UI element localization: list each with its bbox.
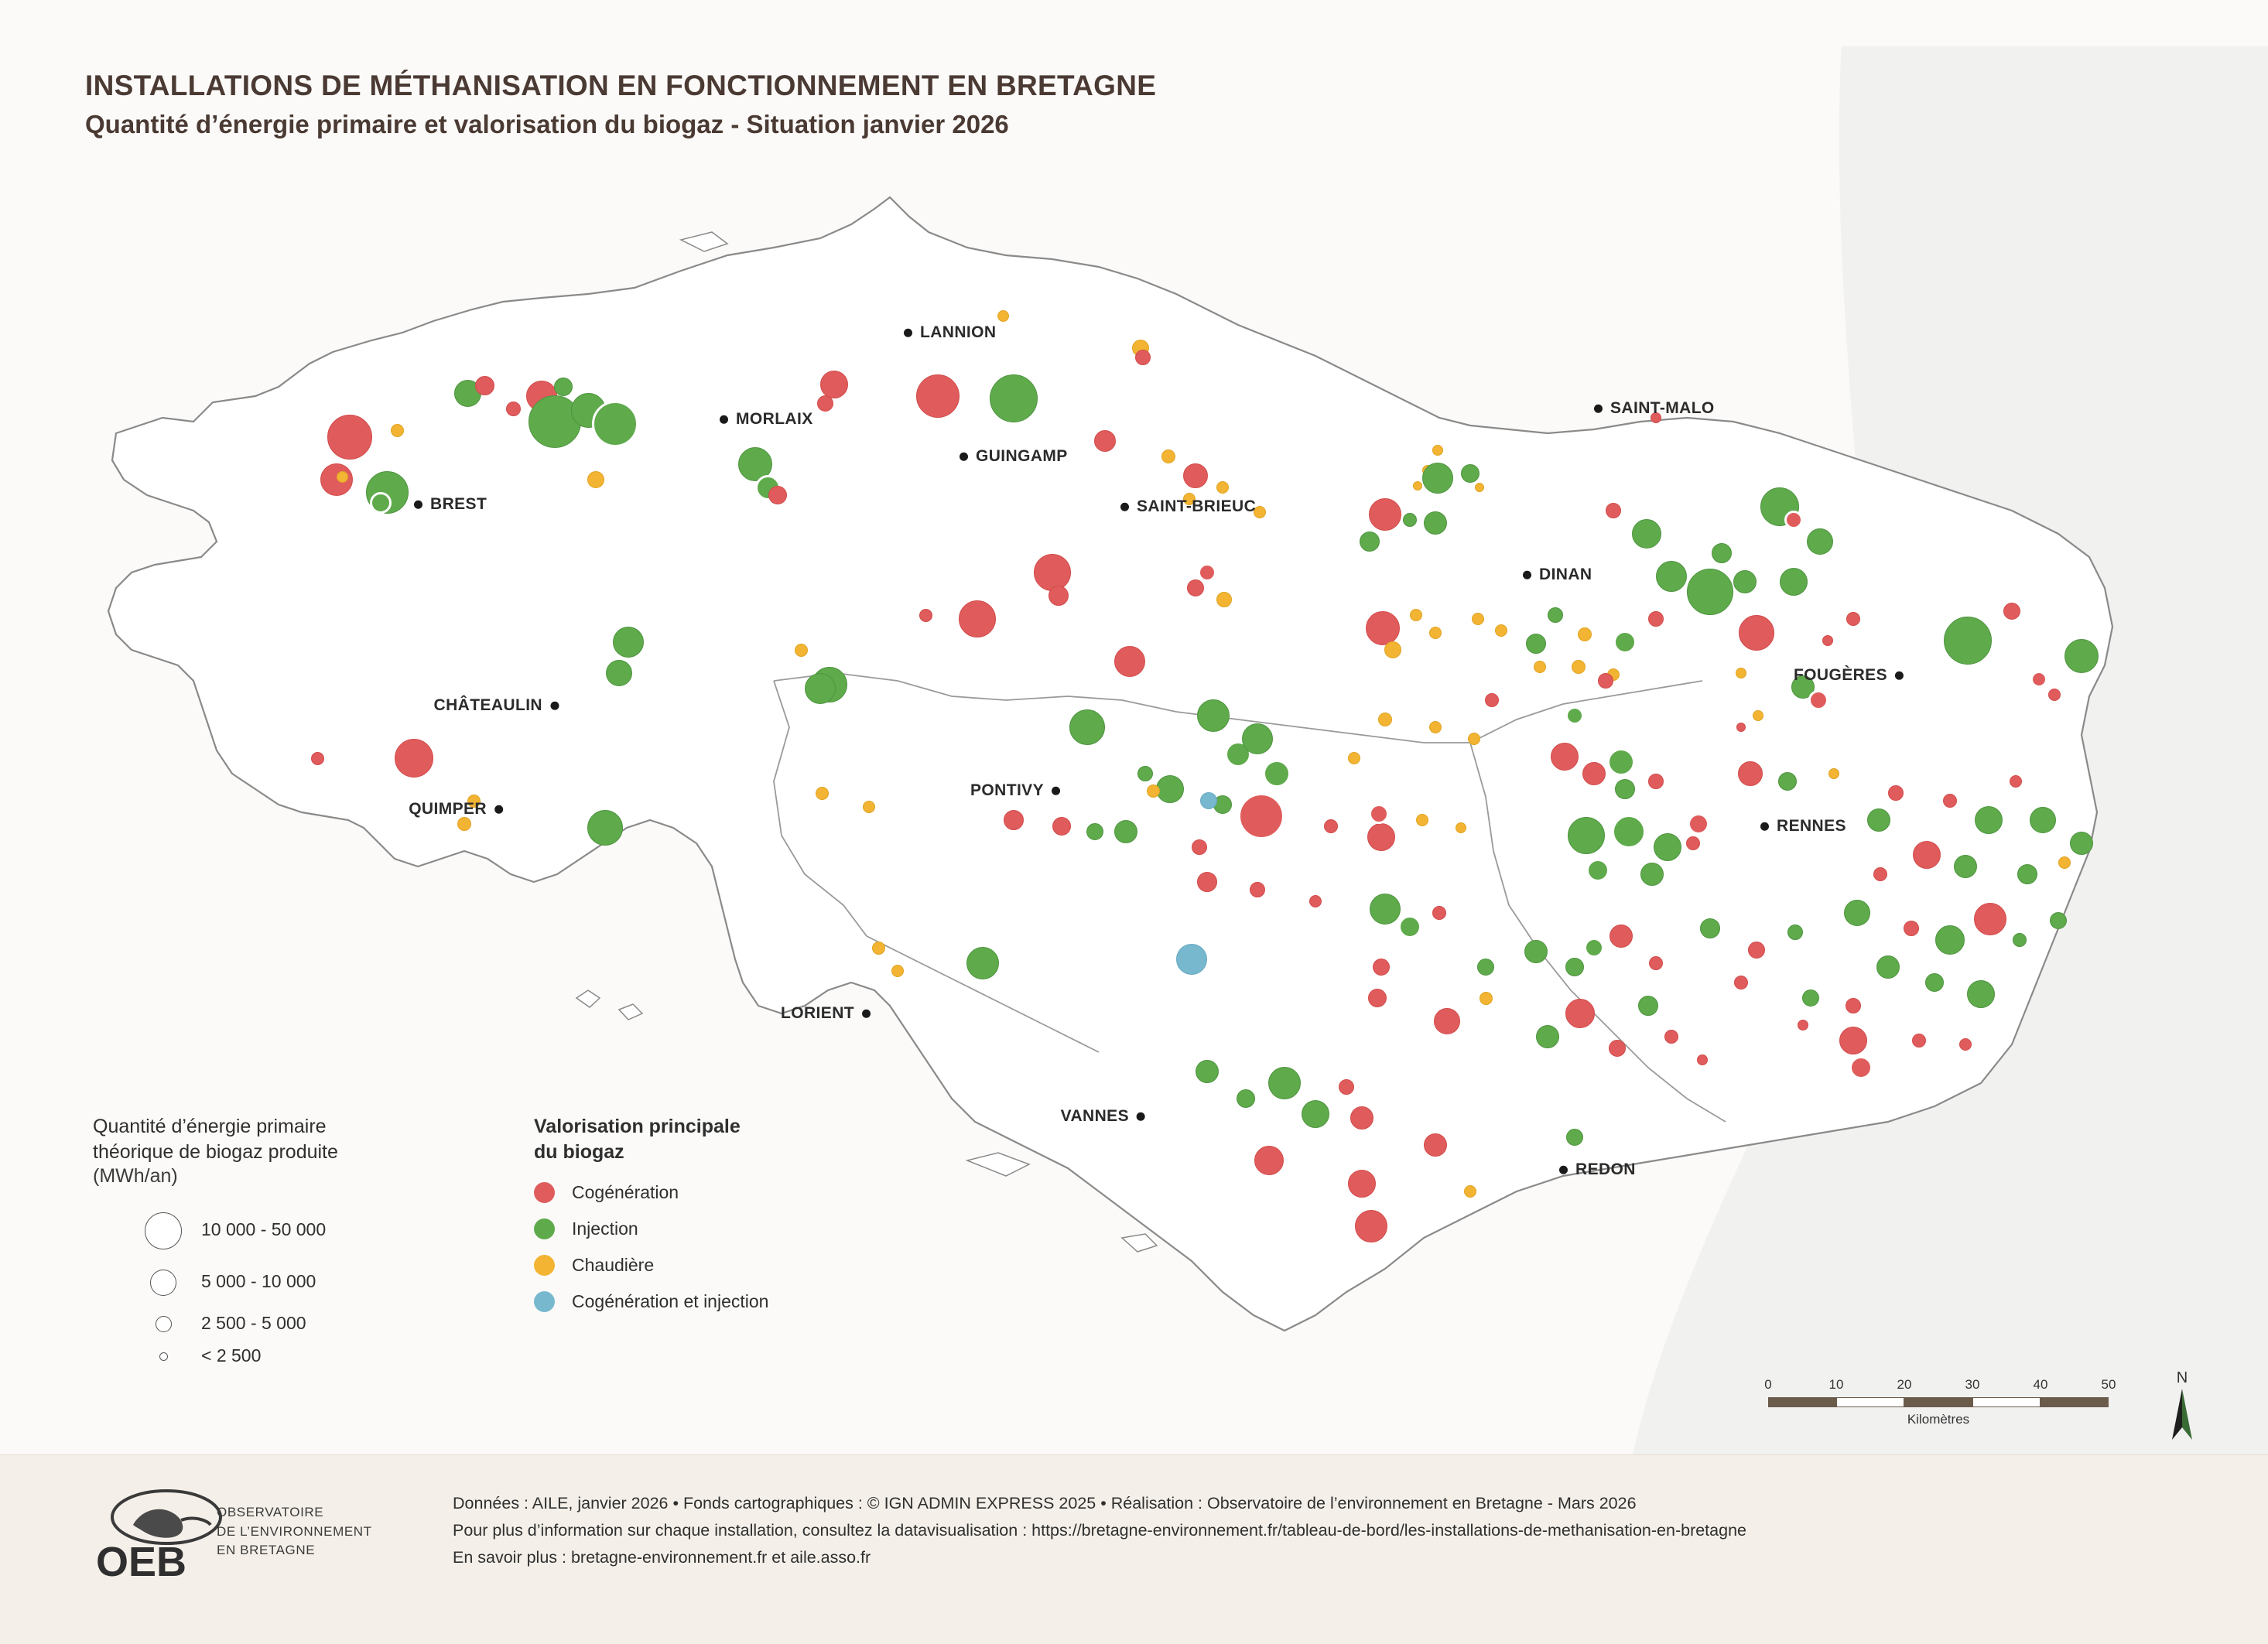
installation-marker[interactable] — [1237, 1089, 1255, 1108]
installation-marker[interactable] — [1348, 752, 1360, 764]
installation-marker[interactable] — [1649, 956, 1663, 970]
installation-marker[interactable] — [2070, 832, 2093, 855]
city-label — [781, 1004, 871, 1023]
city-dot-icon — [904, 329, 912, 337]
installation-marker[interactable] — [1944, 617, 1992, 665]
installation-marker[interactable] — [1339, 1079, 1354, 1095]
city-dot-icon — [862, 1010, 871, 1018]
installation-marker[interactable] — [1367, 823, 1395, 851]
installation-marker[interactable] — [1378, 713, 1392, 726]
installation-marker[interactable] — [1807, 528, 1833, 555]
installation-marker[interactable] — [795, 644, 808, 657]
city-dot-icon — [550, 702, 559, 710]
installation-marker[interactable] — [1034, 554, 1071, 591]
installation-marker[interactable] — [1370, 894, 1401, 925]
installation-marker[interactable] — [1309, 895, 1322, 907]
installation-marker[interactable] — [1413, 481, 1422, 490]
north-letter: N — [2176, 1369, 2188, 1386]
city-name: RENNES — [1777, 817, 1846, 836]
city-name: VANNES — [1060, 1107, 1129, 1126]
city-dot-icon — [720, 415, 728, 424]
city-dot-icon — [1120, 503, 1129, 511]
oeb-logo-subtitle — [217, 1503, 372, 1560]
installation-marker[interactable] — [1712, 543, 1732, 563]
installation-marker[interactable] — [587, 810, 623, 846]
installation-marker[interactable] — [891, 965, 904, 977]
installation-marker[interactable] — [1606, 503, 1621, 518]
legend-size — [93, 1114, 495, 1375]
city-name: QUIMPER — [409, 800, 487, 819]
legend-size-label: 2 500 - 5 000 — [201, 1312, 306, 1333]
installation-marker[interactable] — [1913, 841, 1941, 869]
installation-marker[interactable] — [1778, 772, 1797, 791]
legend-size-circle — [159, 1352, 168, 1361]
installation-marker[interactable] — [1876, 955, 1900, 979]
installation-marker[interactable] — [1366, 611, 1400, 645]
city-label — [414, 495, 487, 514]
installation-marker[interactable] — [1086, 823, 1103, 840]
installation-marker[interactable] — [1904, 921, 1919, 936]
installation-marker[interactable] — [1844, 900, 1870, 926]
legend-valo-title-line1: Valorisation principale — [534, 1116, 741, 1137]
installation-marker[interactable] — [2058, 856, 2071, 869]
installation-marker[interactable] — [1808, 690, 1828, 710]
installation-marker[interactable] — [1403, 513, 1417, 527]
city-dot-icon — [1594, 405, 1603, 413]
legend-valo-dot-icon — [534, 1291, 555, 1312]
oeb-sub-line3: EN BRETAGNE — [217, 1543, 316, 1558]
city-name: LANNION — [920, 323, 997, 342]
city-dot-icon — [1559, 1166, 1568, 1174]
installation-marker[interactable] — [1216, 481, 1229, 494]
installation-marker[interactable] — [1324, 819, 1338, 833]
installation-marker[interactable] — [990, 374, 1038, 422]
installation-marker[interactable] — [2013, 933, 2027, 947]
installation-marker[interactable] — [1586, 859, 1609, 882]
installation-marker[interactable] — [1739, 615, 1774, 651]
installation-marker[interactable] — [506, 402, 521, 416]
north-arrow — [2159, 1369, 2205, 1447]
installation-marker[interactable] — [1975, 806, 2003, 834]
installation-marker[interactable] — [959, 600, 996, 637]
installation-marker[interactable] — [1688, 813, 1709, 835]
city-label — [409, 800, 503, 819]
installation-marker[interactable] — [1925, 973, 1944, 992]
installation-marker[interactable] — [1697, 1054, 1708, 1065]
scale-tick: 50 — [2101, 1377, 2116, 1392]
legend-size-title-line1: Quantité d’énergie primaire — [93, 1116, 327, 1137]
installation-marker[interactable] — [1615, 779, 1635, 799]
installation-marker[interactable] — [1216, 592, 1232, 607]
installation-marker[interactable] — [1935, 925, 1965, 955]
city-dot-icon — [1523, 571, 1531, 579]
scale-tick: 40 — [2033, 1377, 2048, 1392]
city-label — [1061, 1107, 1145, 1126]
legend-size-circle — [150, 1270, 176, 1296]
installation-marker[interactable] — [1355, 1210, 1387, 1242]
installation-marker[interactable] — [1196, 1060, 1219, 1083]
legend-valorisation — [534, 1114, 967, 1312]
installation-marker[interactable] — [1954, 855, 1977, 878]
installation-marker[interactable] — [1967, 980, 1995, 1008]
installation-marker[interactable] — [1873, 867, 1887, 881]
installation-marker[interactable] — [1738, 761, 1763, 786]
installation-marker[interactable] — [1187, 579, 1204, 596]
installation-marker[interactable] — [1302, 1100, 1329, 1128]
installation-marker[interactable] — [1566, 1129, 1583, 1146]
installation-marker[interactable] — [1609, 1040, 1626, 1057]
scale-tick-labels — [1764, 1377, 2132, 1396]
installation-marker[interactable] — [1432, 906, 1446, 920]
installation-marker[interactable] — [1846, 612, 1860, 626]
installation-marker[interactable] — [1114, 820, 1137, 843]
installation-marker[interactable] — [1238, 793, 1285, 839]
legend-valo-item[interactable] — [534, 1218, 967, 1239]
city-name: REDON — [1575, 1160, 1636, 1179]
installation-marker[interactable] — [1254, 1146, 1284, 1175]
legend-valo-dot-icon — [534, 1182, 555, 1203]
installation-marker[interactable] — [327, 415, 372, 460]
installation-marker[interactable] — [457, 817, 471, 831]
installation-marker[interactable] — [1048, 586, 1069, 606]
installation-marker[interactable] — [1565, 999, 1595, 1028]
installation-marker[interactable] — [1943, 794, 1957, 808]
city-dot-icon — [1137, 1113, 1145, 1121]
installation-marker[interactable] — [1360, 531, 1380, 552]
installation-marker[interactable] — [1477, 959, 1494, 976]
installation-marker[interactable] — [1464, 1185, 1476, 1198]
installation-marker[interactable] — [1429, 627, 1442, 639]
legend-valo-label: Cogénération et injection — [572, 1291, 769, 1311]
city-name: BREST — [430, 495, 487, 514]
installation-marker[interactable] — [863, 801, 875, 813]
legend-size-circle — [145, 1212, 182, 1249]
installation-marker[interactable] — [1584, 938, 1604, 958]
city-label — [960, 447, 1068, 466]
installation-marker[interactable] — [1069, 709, 1105, 745]
installation-marker[interactable] — [1461, 464, 1480, 483]
installation-marker[interactable] — [1526, 634, 1546, 654]
installation-marker[interactable] — [613, 627, 644, 658]
installation-marker[interactable] — [1197, 699, 1230, 732]
installation-marker[interactable] — [1548, 607, 1563, 623]
installation-marker[interactable] — [1802, 989, 1819, 1007]
installation-marker[interactable] — [1429, 721, 1442, 733]
installation-marker[interactable] — [337, 471, 348, 483]
installation-marker[interactable] — [391, 424, 404, 437]
legend-size-label: 10 000 - 50 000 — [201, 1219, 327, 1239]
city-dot-icon — [1760, 822, 1769, 831]
legend-size-label: < 2 500 — [201, 1345, 262, 1365]
installation-marker[interactable] — [1736, 723, 1746, 732]
city-name: FOUGÈRES — [1793, 666, 1887, 685]
installation-marker[interactable] — [1798, 1020, 1808, 1030]
installation-marker[interactable] — [1369, 498, 1401, 531]
installation-marker[interactable] — [1373, 959, 1390, 976]
installation-marker[interactable] — [1736, 668, 1746, 678]
scale-bar — [1764, 1377, 2132, 1427]
installation-marker[interactable] — [1748, 942, 1765, 959]
legend-valo-dot-icon — [534, 1255, 555, 1276]
installation-marker[interactable] — [1192, 839, 1207, 855]
city-label — [1120, 497, 1256, 516]
city-name: GUINGAMP — [976, 447, 1068, 466]
city-name: MORLAIX — [736, 410, 813, 429]
installation-marker[interactable] — [587, 471, 604, 488]
installation-marker[interactable] — [966, 947, 999, 979]
city-label — [1760, 817, 1846, 836]
installation-marker[interactable] — [1700, 918, 1720, 938]
city-name: LORIENT — [781, 1004, 854, 1023]
installation-marker[interactable] — [1094, 430, 1116, 452]
installation-marker[interactable] — [1846, 998, 1861, 1013]
city-dot-icon — [1895, 672, 1904, 680]
footer-credits — [453, 1490, 2194, 1571]
installation-marker[interactable] — [1828, 768, 1839, 779]
installation-marker[interactable] — [1434, 1008, 1460, 1034]
installation-marker[interactable] — [1398, 915, 1421, 938]
installation-marker[interactable] — [1638, 996, 1658, 1016]
legend-size-label: 5 000 - 10 000 — [201, 1271, 316, 1291]
installation-marker[interactable] — [2010, 775, 2022, 788]
installation-marker[interactable] — [1137, 766, 1153, 781]
installation-marker[interactable] — [1888, 785, 1904, 801]
installation-marker[interactable] — [370, 492, 392, 514]
footer-line-3[interactable]: En savoir plus : bretagne-environnement.fr et aile.asso.fr — [453, 1547, 871, 1567]
legend-valo-item[interactable] — [534, 1182, 967, 1203]
city-name: SAINT-MALO — [1610, 399, 1715, 418]
installation-marker[interactable] — [1495, 624, 1507, 637]
installation-marker[interactable] — [1572, 660, 1586, 674]
scale-segment — [1836, 1397, 1904, 1407]
city-label — [1594, 399, 1715, 418]
installation-marker[interactable] — [1348, 1170, 1376, 1198]
installation-marker[interactable] — [1114, 646, 1145, 677]
installation-marker[interactable] — [1368, 989, 1387, 1007]
installation-marker[interactable] — [805, 673, 836, 704]
installation-marker[interactable] — [1974, 903, 2006, 935]
city-label — [1523, 566, 1592, 584]
installation-marker[interactable] — [1422, 463, 1453, 494]
city-label — [970, 781, 1060, 800]
installation-marker[interactable] — [395, 739, 433, 778]
city-label — [720, 410, 813, 429]
installation-marker[interactable] — [1648, 774, 1664, 789]
installation-marker[interactable] — [1263, 760, 1291, 788]
city-name: SAINT-BRIEUC — [1137, 497, 1257, 516]
installation-marker[interactable] — [1607, 748, 1635, 776]
city-label — [1559, 1160, 1636, 1179]
scale-tick: 20 — [1897, 1377, 1912, 1392]
installation-marker[interactable] — [1472, 613, 1484, 625]
installation-marker[interactable] — [1424, 1133, 1447, 1157]
installation-marker[interactable] — [311, 752, 324, 765]
installation-marker[interactable] — [1598, 673, 1613, 689]
installation-marker[interactable] — [1565, 706, 1584, 725]
scale-segment — [1904, 1397, 1972, 1407]
installation-marker[interactable] — [872, 942, 885, 955]
installation-marker[interactable] — [1648, 611, 1664, 627]
installation-marker[interactable] — [1156, 775, 1184, 803]
installation-marker[interactable] — [1524, 940, 1548, 963]
installation-marker[interactable] — [1784, 511, 1803, 529]
installation-marker[interactable] — [554, 378, 573, 396]
installation-marker[interactable] — [1912, 1034, 1926, 1048]
installation-marker[interactable] — [1822, 635, 1833, 646]
north-arrow-icon — [2167, 1387, 2198, 1443]
city-name: DINAN — [1539, 566, 1592, 584]
scale-segment — [1972, 1397, 2041, 1407]
installation-marker[interactable] — [2017, 864, 2037, 884]
installation-marker[interactable] — [1147, 784, 1160, 798]
legend-valo-item[interactable] — [534, 1255, 967, 1276]
installation-marker[interactable] — [2064, 639, 2099, 673]
installation-marker[interactable] — [1468, 733, 1480, 745]
installation-marker[interactable] — [1534, 661, 1546, 673]
installation-marker[interactable] — [1959, 1038, 1972, 1051]
installation-marker[interactable] — [2030, 807, 2056, 833]
installation-marker[interactable] — [1410, 609, 1422, 621]
installation-marker[interactable] — [1432, 445, 1443, 456]
installation-marker[interactable] — [1536, 1025, 1559, 1048]
installation-marker[interactable] — [2030, 671, 2047, 688]
installation-marker[interactable] — [1416, 814, 1428, 826]
installation-marker[interactable] — [1753, 710, 1763, 721]
installation-marker[interactable] — [1849, 1056, 1873, 1079]
legend-size-unit: (MWh/an) — [93, 1165, 178, 1187]
city-dot-icon — [1052, 787, 1060, 795]
city-label — [1794, 666, 1904, 685]
installation-marker[interactable] — [1733, 570, 1757, 593]
installation-marker[interactable] — [1004, 810, 1024, 830]
installation-marker[interactable] — [1198, 563, 1216, 582]
installation-marker[interactable] — [768, 486, 787, 504]
footer-line-2[interactable]: Pour plus d’information sur chaque installation, consultez la datavisualisation : https://bretagne-environnement.fr/tableau-de-bord/les-installations-de-methanisation-en-bretagne — [453, 1520, 1746, 1540]
installation-marker[interactable] — [2050, 912, 2067, 929]
installation-marker[interactable] — [606, 660, 632, 686]
installation-marker[interactable] — [1565, 958, 1584, 976]
installation-marker[interactable] — [816, 787, 829, 800]
page-title: INSTALLATIONS DE MÉTHANISATION EN FONCTIONNEMENT EN BRETAGNE — [85, 70, 1157, 101]
svg-text:OEB: OEB — [96, 1539, 187, 1585]
oeb-sub-line1: OBSERVATOIRE — [217, 1505, 324, 1519]
installation-marker[interactable] — [1780, 568, 1808, 596]
installation-marker[interactable] — [1268, 1067, 1301, 1099]
installation-marker[interactable] — [1640, 863, 1664, 886]
installation-marker[interactable] — [1384, 641, 1401, 658]
legend-valo-label: Chaudière — [572, 1255, 655, 1275]
installation-marker[interactable] — [919, 609, 932, 622]
scale-tick: 0 — [1764, 1377, 1772, 1392]
scale-bar-segments — [1768, 1397, 2109, 1407]
installation-marker[interactable] — [820, 371, 848, 398]
installation-marker[interactable] — [1687, 569, 1733, 615]
installation-marker[interactable] — [1664, 1030, 1678, 1044]
installation-marker[interactable] — [1839, 1027, 1867, 1054]
installation-marker[interactable] — [1200, 792, 1217, 809]
installation-marker[interactable] — [1578, 627, 1592, 641]
scale-tick: 30 — [1965, 1377, 1980, 1392]
legend-valo-label: Injection — [572, 1218, 638, 1239]
city-label — [434, 696, 559, 715]
installation-marker[interactable] — [1183, 463, 1208, 488]
installation-marker[interactable] — [1250, 882, 1265, 897]
scale-segment — [2041, 1397, 2109, 1407]
installation-marker[interactable] — [1424, 511, 1447, 535]
installation-marker[interactable] — [1242, 723, 1273, 754]
installation-marker[interactable] — [1197, 872, 1217, 892]
page-subtitle: Quantité d’énergie primaire et valorisation du biogaz - Situation janvier 2026 — [85, 110, 1009, 138]
installation-marker[interactable] — [1350, 1106, 1373, 1130]
installation-marker[interactable] — [1582, 762, 1606, 785]
installation-marker[interactable] — [1052, 817, 1071, 836]
legend-valo-title-line2: du biogaz — [534, 1141, 624, 1163]
legend-valo-label: Cogénération — [572, 1182, 679, 1202]
installation-marker[interactable] — [1485, 693, 1499, 707]
scale-tick: 10 — [1828, 1377, 1844, 1392]
installation-marker[interactable] — [1612, 815, 1646, 849]
city-name: PONTIVY — [970, 781, 1044, 800]
installation-marker[interactable] — [1654, 833, 1681, 861]
city-name: CHÂTEAULIN — [433, 696, 542, 715]
installation-marker[interactable] — [1475, 483, 1484, 492]
installation-marker[interactable] — [1161, 449, 1175, 463]
oeb-sub-line2: DE L’ENVIRONNEMENT — [217, 1523, 372, 1539]
footer — [0, 1454, 2268, 1644]
installation-marker[interactable] — [1551, 743, 1579, 771]
installation-marker[interactable] — [475, 376, 494, 395]
installation-marker[interactable] — [1632, 519, 1661, 549]
installation-marker[interactable] — [1135, 350, 1151, 365]
title-block — [85, 70, 1787, 139]
legend-valo-items — [534, 1182, 967, 1312]
installation-marker[interactable] — [2048, 689, 2061, 701]
scale-unit-label: Kilomètres — [1907, 1412, 1970, 1427]
legend-valo-dot-icon — [534, 1218, 555, 1239]
installation-marker[interactable] — [997, 310, 1009, 322]
city-dot-icon — [494, 805, 503, 814]
installation-marker[interactable] — [1734, 976, 1748, 989]
legend-size-circle — [156, 1316, 172, 1332]
installation-marker[interactable] — [916, 374, 960, 418]
installation-marker[interactable] — [1609, 925, 1633, 948]
legend-valo-item[interactable] — [534, 1291, 967, 1312]
installation-marker[interactable] — [1867, 808, 1890, 832]
installation-marker[interactable] — [1480, 992, 1493, 1005]
installation-marker[interactable] — [1456, 822, 1466, 833]
installation-marker[interactable] — [1787, 925, 1803, 940]
installation-marker[interactable] — [1369, 804, 1389, 824]
scale-segment — [1768, 1397, 1836, 1407]
installation-marker[interactable] — [1686, 836, 1700, 850]
installation-marker[interactable] — [2003, 603, 2020, 620]
footer-line-1: Données : AILE, janvier 2026 • Fonds cartographiques : © IGN ADMIN EXPRESS 2025 • Réalisation : Observatoire de l’environnement en Bretagne - Mars 2026 — [453, 1494, 1637, 1512]
installation-marker[interactable] — [1568, 817, 1605, 854]
installation-marker[interactable] — [1176, 944, 1207, 975]
legend-size-title-line2: théorique de biogaz produite — [93, 1141, 338, 1163]
city-dot-icon — [414, 501, 422, 509]
city-label — [904, 323, 996, 342]
legend-size-classes — [93, 1205, 495, 1375]
installation-marker[interactable] — [1656, 561, 1687, 592]
installation-marker[interactable] — [1613, 631, 1637, 654]
city-dot-icon — [960, 453, 968, 461]
installation-marker[interactable] — [592, 401, 638, 447]
